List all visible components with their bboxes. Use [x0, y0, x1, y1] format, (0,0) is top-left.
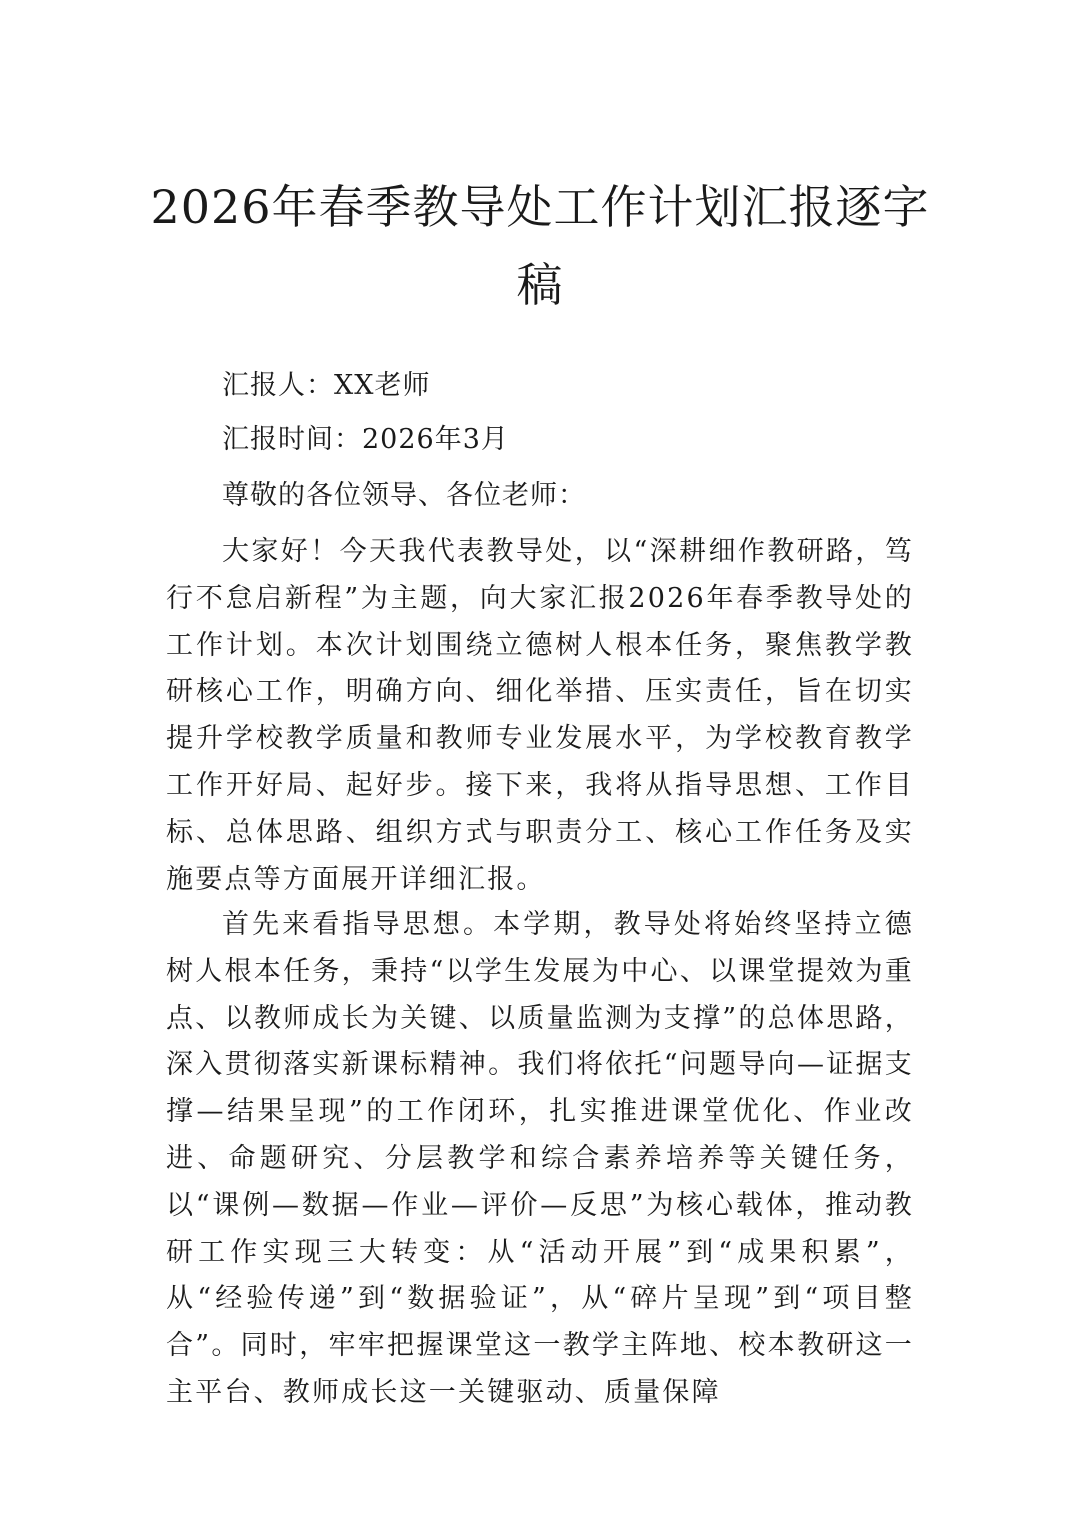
document-title: 2026年春季教导处工作计划汇报逐字稿 — [150, 180, 930, 312]
report-date-line: 汇报时间：2026年3月 — [222, 424, 509, 455]
reporter-line: 汇报人：XX老师 — [222, 370, 431, 401]
body-paragraph-guiding-thought: 首先来看指导思想。本学期，教导处将始终坚持立德树人根本任务，秉持“以学生发展为中心、以课堂提效为重点、以教师成长为关键、以质量监测为支撑”的总体思路，深入贯彻落实新课标精神。我们将依托“问题导向—证据支撑—结果呈现”的工作闭环，扎实推进课堂优化、作业改进、命题研究、分层教学和综合素养培养等关键任务，以“课例—数据—作业—评价—反思”为核心载体，推动教研工作实现三大转变：从“活动开展”到“成果积累”，从“经验传递”到“数据验证”，从“碎片呈现”到“项目整合”。同时，牢牢把握课堂这一教学主阵地、校本教研这一主平台、教师成长这一关键驱动、质量保障 — [166, 909, 914, 1408]
salutation: 尊敬的各位领导、各位老师： — [222, 480, 586, 511]
body-paragraph-intro: 大家好！今天我代表教导处，以“深耕细作教研路，笃行不怠启新程”为主题，向大家汇报2026年春季教导处的工作计划。本次计划围绕立德树人根本任务，聚焦教学教研核心工作，明确方向、细化举措、压实责任，旨在切实提升学校教学质量和教师专业发展水平，为学校教育教学工作开好局、起好步。接下来，我将从指导思想、工作目标、总体思路、组织方式与职责分工、核心工作任务及实施要点等方面展开详细汇报。 — [166, 536, 914, 895]
